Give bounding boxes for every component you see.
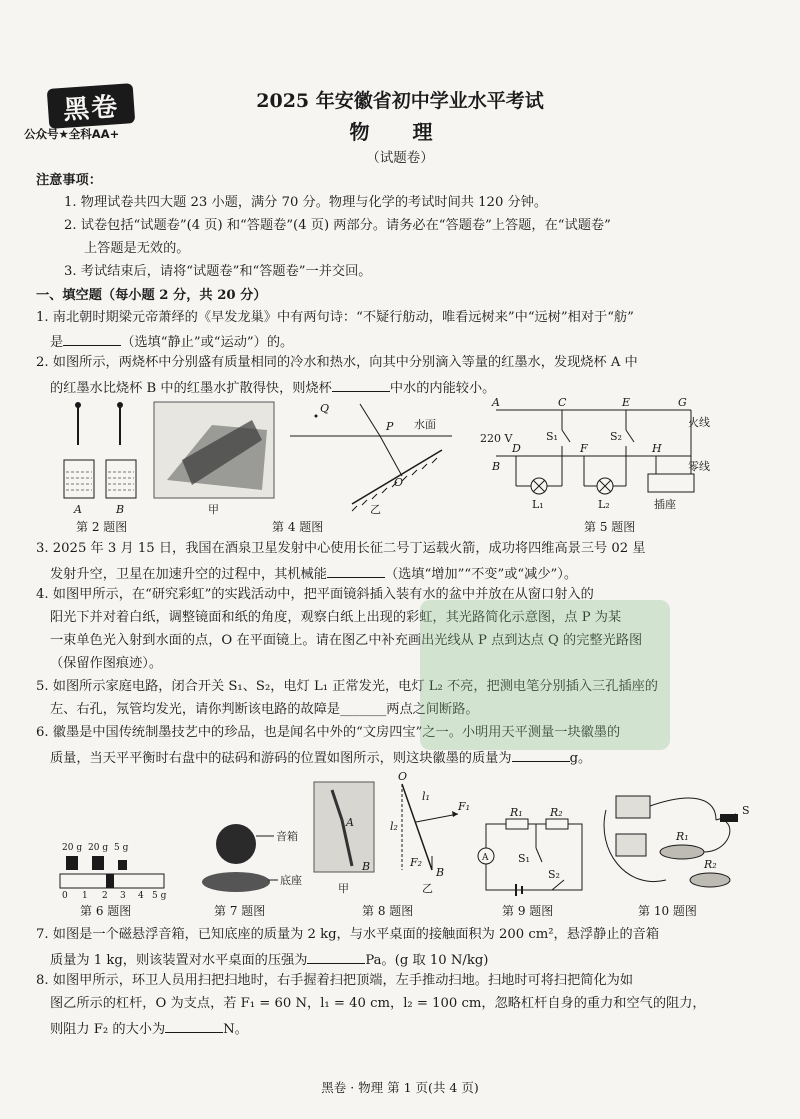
switch-s1-label: S₁ [546, 430, 558, 443]
voltmeter [616, 834, 646, 856]
q3-answer-blank[interactable] [327, 565, 385, 578]
voltage-label: 220 V [480, 432, 513, 445]
fig2-label-a: A [74, 503, 82, 516]
refracted-ray [380, 436, 402, 476]
tick-5: 5 g [152, 891, 167, 900]
weight-1: 20 g [62, 843, 83, 853]
fig9-s2-label: S₂ [548, 868, 560, 881]
paper-label: （试题卷） [366, 150, 434, 166]
resistor-r2 [546, 819, 568, 829]
fig10-circuit [596, 790, 766, 900]
fig10-r1-label: R₁ [676, 830, 689, 843]
fig8-broom [312, 770, 472, 900]
q6-line2 [50, 749, 776, 765]
q7-answer-blank[interactable] [307, 951, 365, 964]
photo-point-b: B [362, 860, 371, 873]
switch-s-label: S [742, 804, 750, 817]
fig6-caption: 第 6 题图 [80, 904, 132, 918]
section-1-heading: 一、填空题（每小题 2 分，共 20 分） [36, 288, 267, 303]
fig2-caption: 第 2 题图 [76, 520, 128, 534]
q8-text-a: 则阻力 F₂ 的大小为 [50, 1022, 166, 1037]
fig4-rainbow [152, 400, 472, 518]
photo-point-a: A [346, 816, 354, 829]
node-h: H [652, 442, 662, 455]
fig4-label-yi: 乙 [370, 503, 381, 516]
fig5-circuit [476, 396, 716, 518]
node-g: G [678, 396, 687, 409]
beaker-b [106, 460, 136, 498]
q2-line2 [50, 379, 776, 395]
q2-text-a: 的红墨水比烧杯 B 中的红墨水扩散得快，则烧杯 [50, 381, 332, 396]
fig5-caption: 第 5 题图 [584, 520, 636, 534]
power-supply [616, 796, 650, 818]
water-label: 水面 [414, 418, 436, 431]
socket-label: 插座 [654, 498, 676, 511]
q3-line1: 3. 2025 年 3 月 15 日，我国在酒泉卫星发射中心使用长征二号丁运载火箭，成功将四维高景三号 02 星 [36, 541, 646, 556]
lamp-l1-label: L₁ [532, 498, 544, 511]
q3-text-b: （选填“增加”“不变”或“减少”）。 [384, 567, 578, 582]
notes-heading: 注意事项： [36, 173, 102, 188]
q3-text-a: 发射升空，卫星在加速升空的过程中，其机械能 [50, 567, 327, 582]
socket [648, 474, 694, 492]
q7-line1: 7. 如图是一个磁悬浮音箱，已知底座的质量为 2 kg，与水平桌面的接触面积为 200 cm²，悬浮静止的音箱 [36, 927, 660, 942]
brand-badge: 黑卷 [47, 83, 136, 129]
watermark [420, 600, 670, 750]
q6-text-b: g。 [569, 751, 592, 766]
switch-s2 [626, 430, 634, 442]
switch-s2-label: S₂ [610, 430, 622, 443]
beaker-a [64, 460, 94, 498]
fig9-s1-label: S₁ [518, 852, 530, 865]
incident-ray [360, 404, 380, 436]
live-label: 火线 [688, 416, 710, 429]
q2-line1: 2. 如图所示，两烧杯中分别盛有质量相同的冷水和热水，向其中分别滴入等量的红墨水，发现烧杯 A 中 [36, 355, 638, 370]
q4-line2: 阳光下并对着白纸，调整镜面和纸的角度，观察白纸上出现的彩虹，其光路简化示意图，点 P 为某 [50, 610, 622, 625]
q7-text-b: Pa。(g 取 10 N/kg) [365, 953, 489, 968]
q4-line1: 4. 如图甲所示，在“研究彩虹”的实践活动中，把平面镜斜插入装有水的盆中并放在从窗口射入的 [36, 587, 594, 602]
subject-title: 物 理 [349, 120, 451, 144]
brand-subtitle: 公众号★全科AA+ [24, 127, 120, 141]
speaker-ball [216, 824, 256, 864]
point-p: P [386, 420, 394, 433]
fig10-r2-label: R₂ [704, 858, 717, 871]
fig7-caption: 第 7 题图 [214, 904, 266, 918]
arm-l2-label: l₂ [390, 820, 398, 833]
q8-line2: 图乙所示的杠杆，O 为支点，若 F₁ = 60 N，l₁ = 40 cm，l₂ = 100 cm，忽略杠杆自身的重力和空气的阻力， [50, 996, 706, 1011]
neutral-label: 零线 [688, 460, 710, 473]
rider [106, 874, 114, 888]
fig9-loop [486, 824, 582, 890]
note-2-cont: 上答题是无效的。 [84, 241, 190, 256]
switch-s1 [562, 430, 570, 442]
q5-line1: 5. 如图所示家庭电路，闭合开关 S₁、S₂，电灯 L₁ 正常发光，电灯 L₂ 不亮，把测电笔分别插入三孔插座的 [36, 679, 658, 694]
fig7-maglev-speaker [196, 818, 308, 900]
q8-line3 [50, 1020, 776, 1036]
switch-s [720, 814, 738, 822]
fig9-circuit [476, 808, 592, 900]
q5-line2: 左、右孔，氖管均发光，请你判断该电路的故障是_______两点之间断路。 [50, 702, 479, 717]
fig4-label-jia: 甲 [208, 503, 219, 516]
resistor-r2-coil [690, 873, 730, 887]
tick-2: 2 [102, 891, 108, 900]
lever-point-b: B [436, 866, 445, 879]
fig8-label-yi: 乙 [422, 882, 433, 895]
tick-1: 1 [82, 891, 88, 900]
node-f: F [580, 442, 588, 455]
tick-4: 4 [138, 891, 144, 900]
resistor-r1 [506, 819, 528, 829]
q7-text-a: 质量为 1 kg，则该装置对水平桌面的压强为 [50, 953, 308, 968]
fig8-label-jia: 甲 [338, 882, 349, 895]
q8-answer-blank[interactable] [165, 1020, 223, 1033]
force-f1 [416, 814, 458, 822]
q8-text-b: N。 [223, 1022, 248, 1037]
node-e: E [622, 396, 631, 409]
q8-line1: 8. 如图甲所示，环卫人员用扫把扫地时，右手握着扫把顶端，左手推动扫地。扫地时可将扫把简化为如 [36, 973, 634, 988]
weight-3: 5 g [114, 843, 129, 853]
exam-title: 2025 年安徽省初中学业水平考试 [256, 90, 544, 112]
ammeter-label: A [482, 853, 489, 863]
arm-l1-label: l₁ [422, 790, 430, 803]
node-d: D [512, 442, 521, 455]
q2-text-b: 中水的内能较小。 [389, 381, 496, 396]
q1-line2 [50, 333, 776, 349]
q1-text-b: （选填“静止”或“运动”）的。 [121, 335, 294, 350]
note-1: 1. 物理试卷共四大题 23 小题，满分 70 分。物理与化学的考试时间共 120 分钟。 [64, 195, 548, 210]
fig10-caption: 第 10 题图 [638, 904, 697, 918]
fig9-switch-s2 [552, 880, 564, 890]
note-2: 2. 试卷包括“试题卷”(4 页) 和“答题卷”(4 页) 两部分。请务必在“答题卷”上答题，在“试题卷” [64, 218, 611, 233]
pivot-o: O [398, 770, 408, 783]
q2-answer-blank[interactable] [332, 379, 390, 392]
tick-3: 3 [120, 891, 126, 900]
r2-label: R₂ [550, 808, 563, 819]
page-footer: 黑卷 · 物理 第 1 页(共 4 页) [321, 1080, 479, 1095]
r1-label: R₁ [510, 808, 523, 819]
fig6-balance [58, 840, 170, 900]
fig8-caption: 第 8 题图 [362, 904, 414, 918]
speaker-base [202, 872, 270, 892]
node-b: B [492, 460, 501, 473]
lamp-l2-label: L₂ [598, 498, 610, 511]
fig4-caption: 第 4 题图 [272, 520, 324, 534]
q3-line2 [50, 565, 776, 581]
q6-line1: 6. 徽墨是中国传统制墨技艺中的珍品，也是闻名中外的“文房四宝”之一。小明用天平测量一块徽墨的 [36, 725, 621, 740]
q1-text-a: 是 [50, 335, 64, 350]
q4-line3: 一束单色光入射到水面的点，O 在平面镜上。请在图乙中补充画出光线从 P 点到达点 Q 的完整光路图 [50, 633, 643, 648]
tick-0: 0 [62, 891, 68, 900]
point-q: Q [320, 402, 330, 415]
fig2-beakers [58, 400, 148, 518]
q1-answer-blank[interactable] [63, 333, 121, 346]
q6-text-a: 质量，当天平平衡时右盘中的砝码和游码的位置如图所示，则这块徽墨的质量为 [50, 751, 512, 766]
q6-answer-blank[interactable] [512, 749, 570, 762]
note-3: 3. 考试结束后，请将“试题卷”和“答题卷”一并交回。 [64, 264, 372, 279]
node-c: C [558, 396, 567, 409]
base-label: 底座 [280, 874, 302, 887]
fig9-switch-s1 [536, 848, 542, 862]
force-f1-label: F₁ [458, 800, 471, 813]
q1-line1: 1. 南北朝时期梁元帝萧绎的《早发龙巢》中有两句诗：“不疑行舫动，唯看远树来”中“远树”相对于“舫” [36, 310, 634, 325]
q7-line2 [50, 951, 776, 967]
resistor-r1-coil [660, 845, 704, 859]
node-a: A [492, 396, 500, 409]
force-f2-label: F₂ [410, 856, 423, 869]
point-o: O [394, 476, 404, 489]
q4-line4: （保留作图痕迹）。 [50, 656, 163, 671]
weight-2: 20 g [88, 843, 109, 853]
fig9-caption: 第 9 题图 [502, 904, 554, 918]
speaker-label: 音箱 [276, 830, 298, 843]
fig2-label-b: B [116, 503, 125, 516]
